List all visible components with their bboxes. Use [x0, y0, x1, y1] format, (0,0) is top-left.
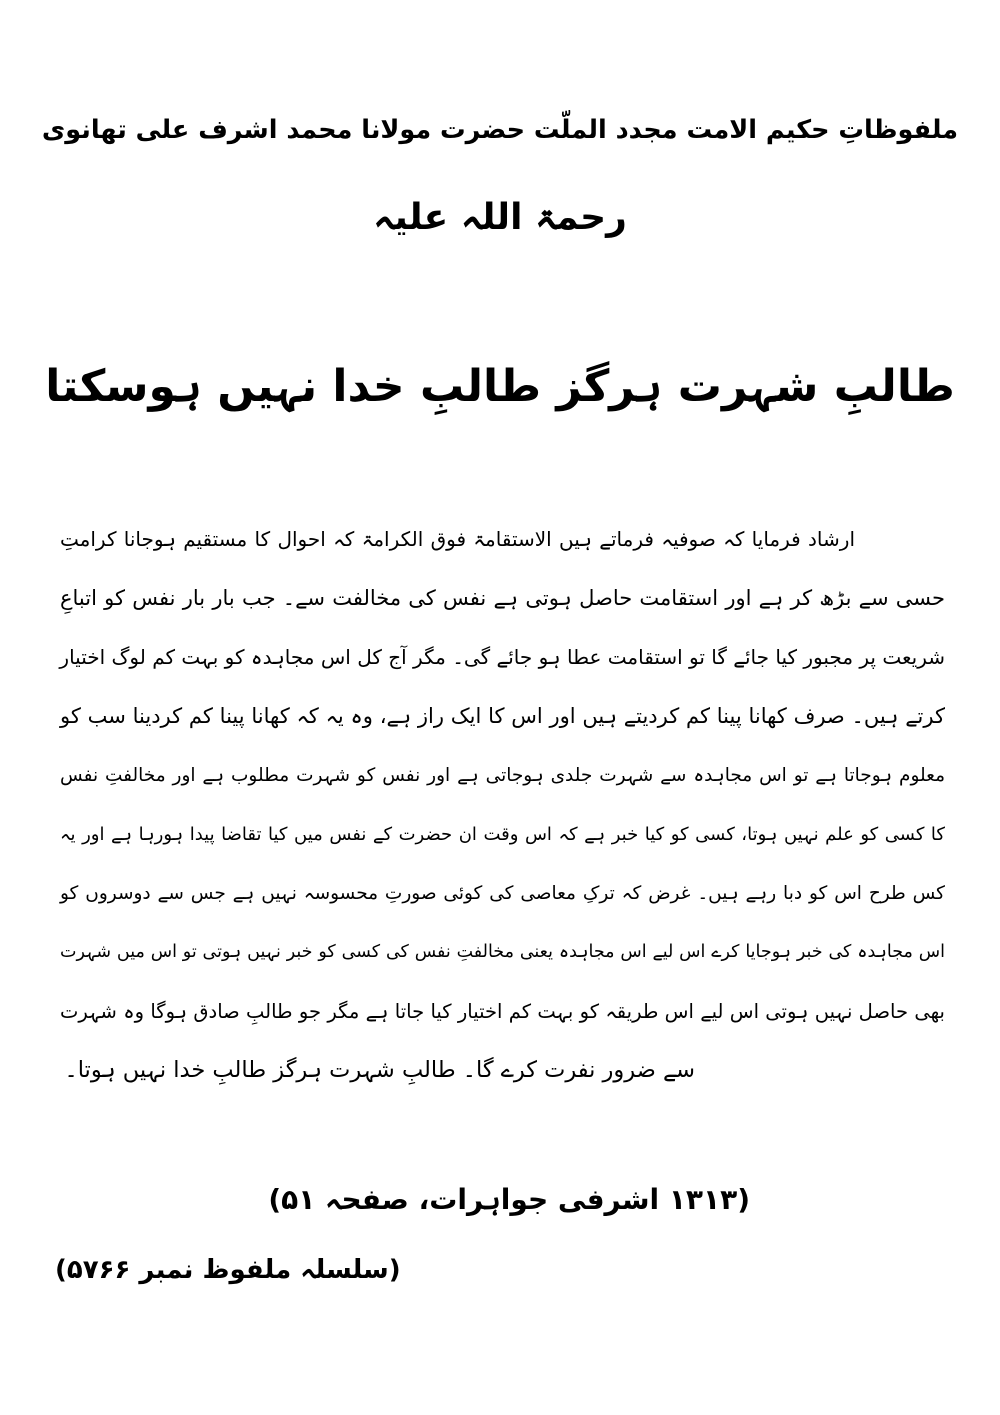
body-line: معلوم ہوجاتا ہے تو اس مجاہدہ سے شہرت جلدی ہوجاتی ہے اور نفس کو شہرت مطلوب ہے اور مخالفتِ نفس	[60, 765, 945, 786]
body-paragraph	[60, 510, 945, 1100]
title-line-1: ملفوظاتِ حکیم الامت مجدد الملّت حضرت مولانا محمد اشرف علی تھانوی	[41, 115, 959, 145]
body-line: شریعت پر مجبور کیا جائے گا تو استقامت عطا ہو جائے گی۔ مگر آج کل اس مجاہدہ کو بہت کم لوگ اختیار	[59, 645, 945, 669]
body-line: بھی حاصل نہیں ہوتی اس لیے اس طریقہ کو بہت کم اختیار کیا جاتا ہے مگر جو طالبِ صادق ہوگا وہ شہرت	[60, 1000, 945, 1023]
body-line: کا کسی کو علم نہیں ہوتا، کسی کو کیا خبر ہے کہ اس وقت ان حضرت کے نفس میں کیا تقاضا پیدا ہورہا ہے اور یہ	[60, 824, 945, 845]
body-line: اس مجاہدہ کی خبر ہوجایا کرے اس لیے اس مجاہدہ یعنی مخالفتِ نفس کی کسی کو خبر نہیں ہوتی تو اس میں شہرت	[60, 942, 945, 962]
series-number: (سلسلہ ملفوظ نمبر ۵۷۶۶)	[55, 1255, 401, 1285]
body-line: کرتے ہیں۔ صرف کھانا پینا کم کردیتے ہیں اور اس کا ایک راز ہے، وہ یہ کہ کھانا پینا کم کردینا سب کو	[60, 704, 945, 728]
title-line-2: رحمۃ اللہ علیہ	[373, 197, 627, 238]
body-line: سے ضرور نفرت کرے گا۔ طالبِ شہرت ہرگز طالبِ خدا نہیں ہوتا۔	[64, 1057, 695, 1083]
section-heading: طالبِ شہرت ہرگز طالبِ خدا نہیں ہوسکتا	[45, 361, 955, 412]
body-line: ارشاد فرمایا کہ صوفیہ فرماتے ہیں الاستقامۃ فوق الکرامۃ کہ احوال کا مستقیم ہوجانا کرامتِ	[60, 527, 855, 551]
body-line: حسی سے بڑھ کر ہے اور استقامت حاصل ہوتی ہے نفس کی مخالفت سے۔ جب بار بار نفس کو اتباعِ	[60, 586, 945, 610]
body-line: کس طرح اس کو دبا رہے ہیں۔ غرض کہ ترکِ معاصی کی کوئی صورتِ محسوسہ نہیں ہے جس سے دوسروں کو	[60, 883, 945, 904]
source-reference: (۱۳۱۳ اشرفی جواہرات، صفحہ ۵۱)	[268, 1183, 750, 1216]
